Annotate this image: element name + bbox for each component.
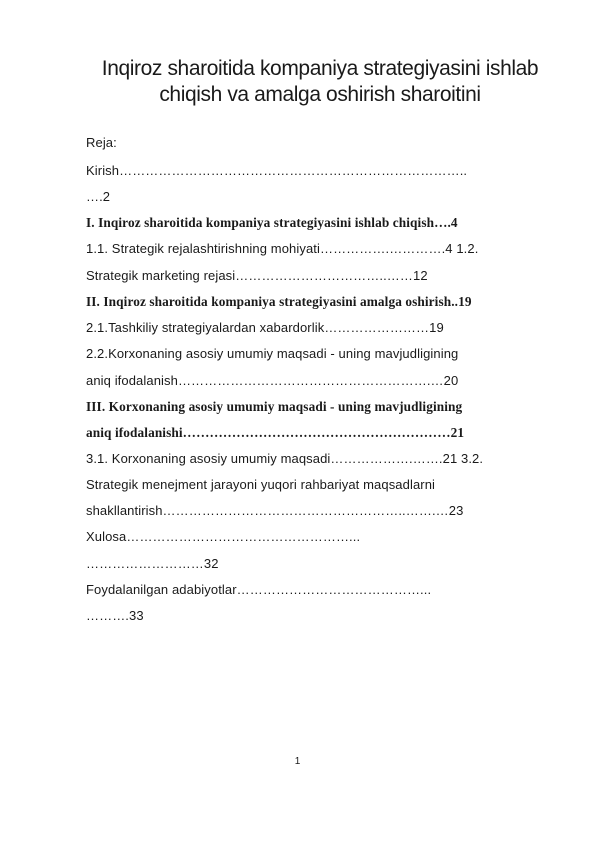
toc-entry-2-1: 2.1.Tashkiliy strategiyalardan xabardorlik……………………19 [86,320,444,335]
toc-entry-conclusion: Xulosa……………………………………………... [86,529,361,544]
toc-entry-conclusion-page: ………………………32 [86,556,219,571]
toc-entry-2-2-cont: aniq ifodalanish………………………………………………….…20 [86,373,459,388]
toc-chapter-3: III. Korxonaning asosiy umumiy maqsadi - uning mavjudligining [86,399,463,414]
toc-entry-3-1: 3.1. Korxonaning asosiy umumiy maqsadi……………….…….21 3.2. [86,451,484,466]
toc-entry-2-2: 2.2.Korxonaning asosiy umumiy maqsadi - uning mavjudligining [86,346,459,361]
page-number: 1 [294,756,301,767]
title-line-2: chiqish va amalga oshirish sharoitini [159,83,481,106]
toc-heading: Reja: [86,135,117,150]
toc-entry-references: Foydalanilgan adabiyotlar……………………………………... [86,582,432,597]
toc-entry-intro-page: ….2 [86,189,111,204]
toc-chapter-1: I. Inqiroz sharoitida kompaniya strategiyasini ishlab chiqish….4 [86,215,458,230]
document-title [70,56,570,108]
toc-entry-intro: Kirish…………………………………………………………………….. [86,163,468,178]
toc-entry-1-2: Strategik marketing rejasi……………………………..……12 [86,268,428,283]
toc-entry-references-page: ……….33 [86,608,144,623]
toc-entry-1-1: 1.1. Strategik rejalashtirishning mohiyati…………….………….4 1.2. [86,241,479,256]
title-line-1: Inqiroz sharoitida kompaniya strategiyasini ishlab [101,57,539,80]
toc-entry-3-2-cont: shakllantirish………………………………………………..…….…23 [86,503,464,518]
toc-entry-3-2: Strategik menejment jarayoni yuqori rahbariyat maqsadlarni [86,477,436,492]
toc-chapter-2: II. Inqiroz sharoitida kompaniya strategiyasini amalga oshirish..19 [86,294,472,309]
toc-chapter-3-cont: aniq ifodalanishi……………………………………………………21 [86,425,465,440]
